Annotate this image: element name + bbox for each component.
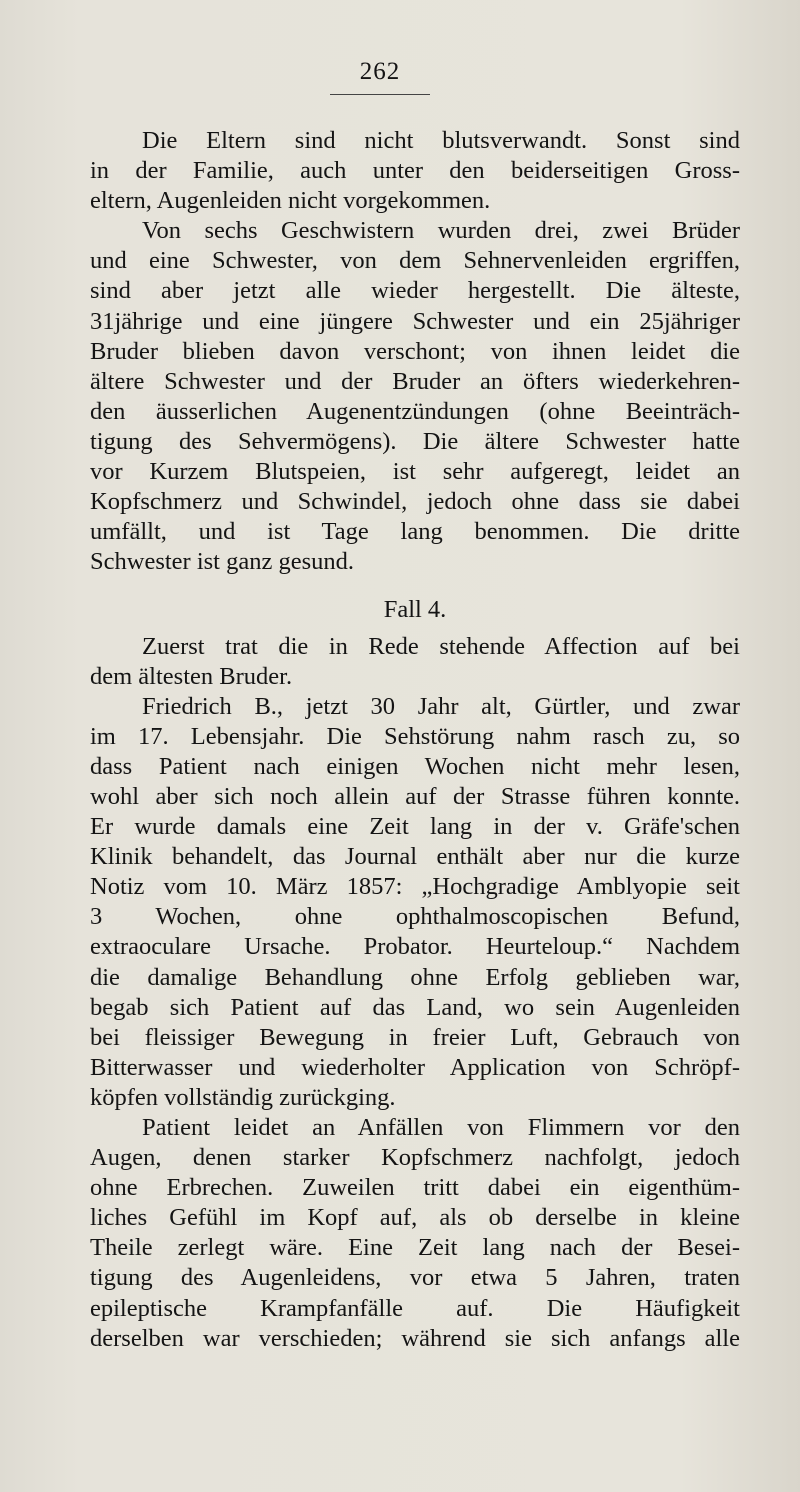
- text-line: Er wurde damals eine Zeit lang in der v. Gräfe'schen: [90, 813, 740, 841]
- text-line: epileptische Krampfanfälle auf. Die Häufigkeit: [90, 1294, 740, 1322]
- header-rule: [330, 94, 430, 95]
- text-line: den äusserlichen Augenentzündungen (ohne Beeinträch-: [90, 397, 740, 425]
- text-line: liches Gefühl im Kopf auf, als ob derselbe in kleine: [90, 1204, 740, 1232]
- text-line: vor Kurzem Blutspeien, ist sehr aufgeregt, leidet an: [90, 458, 740, 486]
- text-line: im 17. Lebensjahr. Die Sehstörung nahm rasch zu, so: [90, 722, 740, 750]
- text-line: Zuerst trat die in Rede stehende Affection auf bei: [142, 632, 740, 660]
- section-heading: Fall 4.: [383, 596, 447, 624]
- text-line: derselben war verschieden; während sie sich anfangs alle: [90, 1324, 740, 1352]
- text-line: Kopfschmerz und Schwindel, jedoch ohne dass sie dabei: [90, 488, 740, 516]
- text-line: Notiz vom 10. März 1857: „Hochgradige Amblyopie seit: [90, 873, 740, 901]
- text-line: begab sich Patient auf das Land, wo sein Augenleiden: [90, 993, 740, 1021]
- text-line: und eine Schwester, von dem Sehnervenleiden ergriffen,: [90, 247, 740, 275]
- paragraph: [90, 632, 740, 692]
- paragraph: [90, 692, 740, 1113]
- text-line: die damalige Behandlung ohne Erfolg geblieben war,: [90, 963, 740, 991]
- text-line: dass Patient nach einigen Wochen nicht mehr lesen,: [90, 752, 740, 780]
- body-text: [90, 126, 740, 1354]
- text-line: Bruder blieben davon verschont; von ihnen leidet die: [90, 337, 740, 365]
- text-line: köpfen vollständig zurückging.: [90, 1083, 396, 1111]
- text-line: ältere Schwester und der Bruder an öfters wiederkehren-: [90, 367, 740, 395]
- text-line: in der Familie, auch unter den beiderseitigen Gross-: [90, 157, 740, 185]
- text-line: umfällt, und ist Tage lang benommen. Die dritte: [90, 518, 740, 546]
- text-line: Die Eltern sind nicht blutsverwandt. Sonst sind: [142, 127, 740, 154]
- text-line: 3 Wochen, ohne ophthalmoscopischen Befund,: [90, 903, 740, 931]
- text-line: sind aber jetzt alle wieder hergestellt. Die älteste,: [90, 277, 740, 305]
- text-line: Bitterwasser und wiederholter Application von Schröpf-: [90, 1053, 740, 1081]
- text-line: Theile zerlegt wäre. Eine Zeit lang nach der Besei-: [90, 1234, 740, 1262]
- text-line: eltern, Augenleiden nicht vorgekommen.: [90, 187, 491, 215]
- text-line: Schwester ist ganz gesund.: [90, 548, 354, 576]
- text-line: Friedrich B., jetzt 30 Jahr alt, Gürtler, und zwar: [142, 692, 740, 720]
- text-line: Klinik behandelt, das Journal enthält aber nur die kurze: [90, 843, 740, 871]
- text-line: tigung des Augenleidens, vor etwa 5 Jahren, traten: [90, 1264, 740, 1292]
- text-line: Patient leidet an Anfällen von Flimmern vor den: [142, 1114, 740, 1141]
- paragraph: [90, 1113, 740, 1354]
- text-line: ohne Erbrechen. Zuweilen tritt dabei ein eigenthüm-: [90, 1174, 740, 1202]
- text-line: wohl aber sich noch allein auf der Strasse führen konnte.: [90, 782, 740, 810]
- text-line: bei fleissiger Bewegung in freier Luft, Gebrauch von: [90, 1023, 740, 1051]
- text-line: 31jährige und eine jüngere Schwester und ein 25jähriger: [90, 307, 740, 335]
- text-line: Von sechs Geschwistern wurden drei, zwei Brüder: [142, 217, 740, 245]
- text-line: dem ältesten Bruder.: [90, 662, 293, 690]
- text-line: extraoculare Ursache. Probator. Heurteloup.“ Nachdem: [90, 933, 740, 961]
- text-line: Augen, denen starker Kopfschmerz nachfolgt, jedoch: [90, 1144, 740, 1172]
- page-number: 262: [359, 58, 401, 85]
- text-line: tigung des Sehvermögens). Die ältere Schwester hatte: [90, 427, 740, 455]
- paragraph: [90, 126, 740, 216]
- paragraph: [90, 216, 740, 577]
